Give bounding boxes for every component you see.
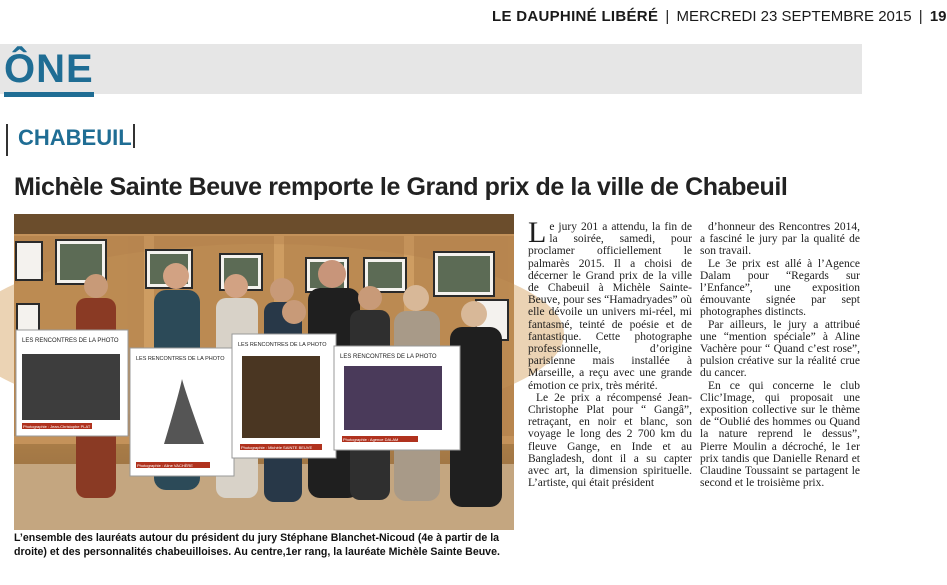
poster-title: LES RENCONTRES DE LA PHOTO [238,342,327,348]
article-paragraph: Par ailleurs, le jury a attribué une “mention spéciale” à Aline Vachère pour “ Quand c’est rose”, pulsion créative sur la réalité crue du cancer. [700,318,860,380]
masthead-separator: | [665,8,670,25]
poster-title: LES RENCONTRES DE LA PHOTO [22,338,119,344]
poster-title: LES RENCONTRES DE LA PHOTO [136,356,225,362]
article-paragraph: d’honneur des Rencontres 2014, a fasciné le jury par la qualité de son travail. [700,221,860,258]
article-paragraph: Le jury 201 a attendu, la fin de la soirée, samedi, pour proclamer officiellement le palmarès 2015. Il a choisi de décerner le Grand prix de la ville de Chabeuil à Michèle Sainte-Beuve, pour ses “Hamadryades” où elle dévoile un univers mi-réel, mi fantasmé, teinté de poésie et de fantastique. Cette photographe professionnelle, d’origine parisienne mais installée à Marseille, a reçu avec une grande émotion ce prix, très mérité. [528,216,692,392]
article-headline: Michèle Sainte Beuve remporte le Grand prix de la ville de Chabeuil [14,173,788,201]
drop-cap: L [528,216,547,249]
section-band [0,44,862,94]
article-paragraph: Le 2e prix a récompensé Jean-Christophe Plat pour “ Gangâ”, retraçant, en noir et blanc, son voyage le long des 2 700 km du fleuve Gange, en Inde et au Bangladesh, dont il a su capter avec art, la dimension spirituelle. L’artiste, qui était président [528,391,692,490]
photo-caption: L’ensemble des lauréats autour du président du jury Stéphane Blanchet-Nicoud (4e à partir de la droite) et des personnalités chabeuilloises. Au centre,1er rang, la lauréate Michèle Sainte Beuve. [14,532,500,558]
poster-credit: Photographie : Jean-Christophe PLAT [23,424,91,429]
article-paragraph: En ce qui concerne le club Clic’Image, qui proposait une exposition collective sur le thème de “Oublié des hommes ou Quand la nature reprend le dessus”, Pierre Moulin a décroché, le 1er prix tandis que Danielle Renard et Claudine Toussaint se partagent le second et le troisième prix. [700,379,860,490]
section-underline [4,92,94,97]
article-paragraph: Le 3e prix est allé à l’Agence Dalam pour “Regards sur l’Enfance”, une exposition émouvante signée par sept photographes distincts. [700,257,860,319]
newspaper-name: LE DAUPHINÉ LIBÉRÉ [492,8,659,25]
page-number: 19 [929,8,947,25]
locality-label: CHABEUIL [18,125,132,150]
poster-credit: Photographie : Agence DALAM [343,437,399,442]
poster-credit: Photographie : Aline VACHÈRE [137,463,193,468]
masthead [492,8,947,30]
left-rule [6,124,8,156]
group-photo-illustration [14,214,514,530]
article-column-1 [528,216,692,490]
poster-title: LES RENCONTRES DE LA PHOTO [340,354,437,360]
poster-credit: Photographie : Michèle SAINTE BEUVE [241,445,313,450]
article-photo [14,214,514,530]
issue-date: MERCREDI 23 SEPTEMBRE 2015 [676,8,912,25]
masthead-separator: | [918,8,923,25]
article-column-2 [700,221,860,489]
locality-divider [133,124,135,148]
section-name: ÔNE [4,47,94,91]
